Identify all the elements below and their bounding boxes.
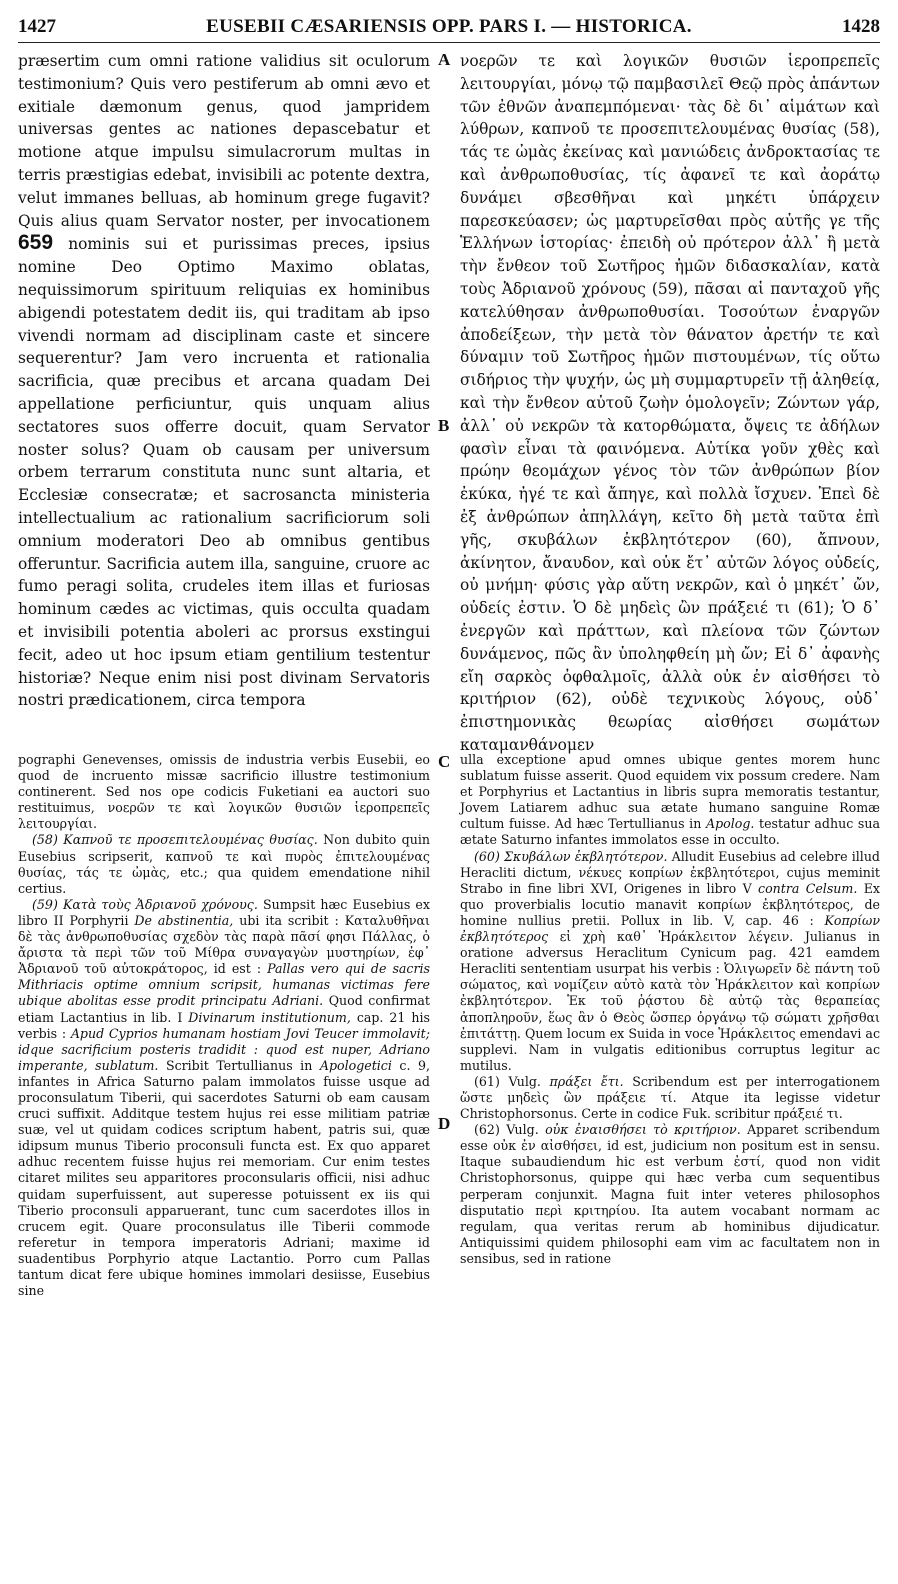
note-61-heading: (61) Vulg. — [474, 1073, 541, 1089]
note-61 — [460, 1074, 880, 1122]
note-59-text-a: Sumpsit hæc Eusebius ex libro II Porphyrii — [18, 896, 430, 928]
margin-letter-c: C — [438, 752, 451, 771]
note-60-text-c: Ex quo proverbialis locutio manavit κοπρίων ἐκβλητότερος, de homine nullius pretii. Pollux in lib. V, cap. 46 : — [460, 880, 880, 928]
note-60-text-e: εἰ χρὴ καθ᾽ Ἡράκλειτον λέγειν. Julianus in oratione adversus Heraclitum Cynicum pag. 421 eamdem Heracliti sententiam usurpat his verbis : Ὀλιγωρεῖν δὲ πάντη τοῦ σώματος, καὶ νομίζειν αὐτὸ κατὰ τὸν Ἡράκλειτον καὶ κοπρίων ἐκβλητότερον. Ἐκ τοῦ ῥᾴστου δὲ αὐτῷ τὰς θεραπείας ἀποπληροῦν, ἕως ἂν ὁ Θεὸς ὥσπερ ὀργάνῳ τῷ σώματι χρῆσθαι ἐπιτάττῃ. Quem locum ex Suida in voce Ἡράκλειτος emendavi ac supplevi. Nam in vulgatis editionibus corruptus legitur ac mutilus. — [460, 929, 880, 1073]
note-59-text-e: Quod confirmat etiam Lactantius in lib. I — [18, 993, 430, 1025]
greek-text-column — [460, 50, 880, 754]
note-59-quote-b: Apud Cyprios humanam hostiam Jovi Teucer immolavit; idque sacrificium posteris tradidit : quod est nuper, Adriano imperante, sublatum. — [18, 1025, 430, 1073]
note-59-title-b: Divinarum institutionum, — [188, 1009, 351, 1025]
note-58-body: Non dubito quin Eusebius scripserit, καπνοῦ τε καὶ πυρὸς ἐπιτελουμένας θυσίας, τάς τε ὠμὰς, etc.; qua quidem emendatione nihil certius. — [18, 832, 430, 896]
note-61-body: Scribendum est per interrogationem ὥστε μηδεὶς ὢν πράξειε τί. Atque ita legisse videtur Christophorsonus. Certe in codice Fuk. scribitur πράξειέ τι. — [460, 1073, 880, 1122]
latin-translation-column — [18, 50, 430, 740]
note-60-text-a: Alludit Eusebius ad celebre illud Heracliti dictum, νέκυες κοπρίων ἐκβλητότεροι, cujus meminit Strabo in fine libri XVI, Origenes in libro V — [460, 848, 880, 896]
note-59-text-g: cap. 21 his verbis : — [18, 1009, 430, 1041]
note-continuation: pographi Genevenses, omissis de industria verbis Eusebii, eo quod de incruento missæ sacrificio illustre testimonium continerent. Sed nos ope codicis Fuketiani ea auctori suo restituimus, νοερῶν τε καὶ λογικῶν θυσιῶν ἱεροπρεπεῖς λειτουργίαι. — [18, 752, 430, 832]
note-60 — [460, 849, 880, 1074]
column-number-marker: 659 — [18, 231, 54, 255]
running-header — [18, 10, 880, 40]
note-59-cont-end: testatur adhuc sua ætate Saturno infantes immolatos esse in occulto. — [460, 816, 880, 848]
running-title: EUSEBII CÆSARIENSIS OPP. PARS I. — HISTORICA. — [206, 16, 692, 37]
note-59-continuation — [460, 752, 880, 849]
note-59-cont-text: ulla exceptione apud omnes ubique gentes morem hunc sublatum fuisse asserit. Quod equidem vix possum credere. Nam et Porphyrius et Lactantius in libris supra memoratis testantur, Jovem Latiarem adhuc sua ætate humano sanguine Romæ cultum fuisse. Ad hæc Tertullianus in — [460, 752, 880, 832]
note-59-cont-title: Apolog. — [705, 816, 755, 832]
note-59-heading: (59) Κατὰ τοὺς Ἀδριανοῦ χρόνους. — [32, 896, 258, 912]
note-59-title-c: Apologetici — [319, 1057, 392, 1073]
note-58-heading: (58) Καπνοῦ τε προσεπιτελουμένας θυσίας. — [32, 832, 318, 848]
note-61-lemma: πράξει ἔτι. — [549, 1073, 624, 1089]
note-58 — [18, 832, 430, 896]
notes-left-column — [18, 752, 430, 1570]
margin-letter-a: A — [438, 50, 451, 69]
note-62-lemma: οὐκ ἐναισθήσει τὸ κριτήριον. — [545, 1122, 741, 1138]
note-60-heading: (60) Σκυβάλων ἐκβλητότερον. — [474, 848, 668, 864]
page — [18, 10, 880, 1570]
note-59-title-a: De abstinentia, — [134, 912, 234, 928]
header-rule — [18, 42, 880, 43]
note-59-text-k: c. 9, infantes in Africa Saturno palam immolatos fuisse usque ad proconsulatum Tiberii, qui sacerdotes Saturni ob eam causam cruci suffixit. Additque testem hujus rei esse militiam patriæ suæ, vel ut quidam codices scriptum habent, patris sui, quæ idipsum munus Tiberio proconsuli functa est. Ex quo apparet adhuc recentem fuisse hujus rei memoriam. Cur enim testes citaret milites seu apparitores proconsularis officii, nisi adhuc quidam superfuissent, aut superesse potuissent ex iis qui Tiberio proconsuli apparuerant, tunc cum sacerdotes illos in crucem egit. Quare proconsulatus ille Tiberii commode referetur in tempora imperatoris Adriani; maxime id suadentibus Porphyrio atque Lactantio. Porro cum Pallas tantum dicat fere ubique homines immolari desiisse, Eusebius sine — [18, 1057, 430, 1299]
page-number-right: 1428 — [842, 16, 880, 37]
greek-text: νοερῶν τε καὶ λογικῶν θυσιῶν ἱεροπρεπεῖς λειτουργίαι, μόνῳ τῷ παμβασιλεῖ Θεῷ πρὸς ἁπάντων τῶν ἐθνῶν ἀναπεμπόμεναι· τὰς δὲ δι᾽ αἱμάτων καὶ λύθρων, καπνοῦ τε προσεπιτελουμένας θυσίας (58), τάς τε ὠμὰς ἐκείνας καὶ μανιώδεις ἀνδροκτασίας τε καὶ ἀνθρωποθυσίας, τίς ἀφανεῖ τε καὶ ἀοράτῳ δυνάμει σβεσθῆναι καὶ μηκέτι ὑπάρχειν παρεσκεύασεν; ὡς μαρτυρεῖσθαι πρὸς αὐτῆς γε τῆς Ἑλλήνων ἱστορίας· ἐπειδὴ οὐ πρότερον ἀλλ᾽ ἢ μετὰ τὴν ἔνθεον τοῦ Σωτῆρος ἡμῶν διδασκαλίαν, κατὰ τοὺς Ἀδριανοῦ χρόνους (59), πᾶσαι αἱ πανταχοῦ γῆς κατελύθησαν ἀνθρωποθυσίαι. Τοσούτων ἐναργῶν ἀποδείξεων, τὴν μετὰ τὸν θάνατον ἀρετήν τε καὶ δύναμιν τοῦ Σωτῆρος ἡμῶν πιστουμένων, τίς οὕτω σιδήριος τὴν ψυχήν, ὡς μὴ συμμαρτυρεῖν τῇ ἀληθείᾳ, καὶ τὴν ἔνθεον αὐτοῦ ζωὴν ὁμολογεῖν; Ζώντων γάρ, ἀλλ᾽ οὐ νεκρῶν τὰ κατορθώματα, ὄψεις τε ἀδήλων φασὶν εἶναι τὰ φαινόμενα. Αὐτίκα γοῦν χθὲς καὶ πρώην θεομάχων γένος τὸν τῶν ἀνθρώπων βίον ἐκύκα, ἠγέ τε καὶ ἄπηγε, καὶ πολλὰ ἴσχυεν. Ἐπεὶ δὲ ἐξ ἀνθρώπων ἀπηλλάγη, κεῖτο δὴ μετὰ ταῦτα ἐπὶ γῆς, σκυβάλων ἐκβλητότερον (60), ἄπνουν, ἀκίνητον, ἄναυδον, καὶ οὐκ ἔτ᾽ αὐτῶν λόγος οὐδείς, οὐ μνήμη· φύσις γὰρ αὕτη νεκρῶν, καὶ ὁ μηκέτ᾽ ὤν, οὐδείς ἐστιν. Ὁ δὲ μηδεὶς ὢν πράξειέ τι (61); Ὁ δ᾽ ἐνεργῶν καὶ πράττων, καὶ πλείονα τῶν ζώντων δυνάμενος, πῶς ἂν ὑποληφθείη μὴ ὤν; Εἰ δ᾽ ἀφανὴς εἴη σαρκὸς ὀφθαλμοῖς, ἀλλὰ οὐκ ἐν αἰσθήσει τὸ κριτήριον (62), οὐδὲ τεχνικοὺς λόγους, οὐδ᾽ ἐπιστημονικὰς θεωρίας αἰσθήσει σωμάτων καταμανθάνομεν — [460, 52, 880, 754]
note-59-text-i: Scribit Tertullianus in — [165, 1057, 313, 1073]
note-62 — [460, 1122, 880, 1267]
note-59-quote-a: Pallas vero qui de sacris Mithriacis optime omnium scripsit, humanas victimas fere ubique abolitas esse prodit principatu Adriani. — [18, 961, 430, 1009]
note-62-body: Apparet scribendum esse οὐκ ἐν αἰσθήσει, id est, judicium non positum est in sensu. Itaque subaudiendum hic est verbum ἐστί, quod non vidit Christophorsonus, quippe qui hæc verba cum sequentibus perperam conjunxit. Magna fuit inter veteres philosophos disputatio περὶ κριτηρίου. Ita autem vocabant normam ac regulam, qua veritas rerum ab hominibus dijudicatur. Antiquissimi quidem philosophi eam vim ac facultatem non in sensibus, sed in ratione — [460, 1122, 880, 1266]
page-number-left: 1427 — [18, 16, 56, 37]
margin-letter-d: D — [438, 1114, 451, 1133]
note-60-quote: Κοπρίων ἐκβλητότερος — [460, 912, 880, 945]
note-59-text-c: ubi ita scribit : Καταλυθῆναι δὲ τὰς ἀνθρωποθυσίας σχεδὸν τὰς παρὰ πᾶσί φησι Πάλλας, ὁ ἄριστα τὰ περὶ τῶν τοῦ Μίθρα συναγαγὼν μυστηρίων, ἐφ᾽ Ἀδριανοῦ τοῦ αὐτοκράτορος, id est : — [18, 912, 430, 977]
latin-text-part1: præsertim cum omni ratione validius sit oculorum testimonium? Quis vero pestiferum ab omni ævo et exitiale dæmonum genus, quod jampridem universas gentes ac nationes depascebatur et motione atque impulsu simulacrorum multas in terris præstigias edebat, invisibili ac potente dextra, velut immanes belluas, ab hominum grege fugavit? Quis alius quam Servator noster, per invocationem — [18, 52, 430, 230]
note-59 — [18, 897, 430, 1299]
note-60-title: contra Celsum. — [758, 880, 858, 896]
notes-right-column — [460, 752, 880, 1570]
latin-text-part2: nominis sui et purissimas preces, ipsius nomine Deo Optimo Maximo oblatas, nequissimorum spirituum reliquias ex hominibus abigendi potestatem dedit iis, qui traditam ab ipso vivendi normam ad disciplinam caste et sincere sequerentur? Jam vero incruenta et rationalia sacrificia, quæ precibus et arcana quadam Dei appellatione perficiuntur, quis unquam alius sectatores suos offerre docuit, quam Servator noster solus? Quam ob causam per universum orbem terrarum constituta nunc sunt altaria, et Ecclesiæ consecratæ; et sacrosancta ministeria intellectualium ac rationalium sacrificiorum soli omnium moderatori Deo ab omnibus gentibus offeruntur. Sacrificia autem illa, sanguine, cruore ac fumo peragi solita, crudeles item illas et furiosas hominum cædes ac victimas, quis occulta quadam et invisibili potentia aboleri ac prorsus exstingui fecit, adeo ut hoc ipsum etiam gentilium testentur historiæ? Neque enim nisi post divinam Servatoris nostri prædicationem, circa tempora — [18, 235, 430, 710]
note-62-heading: (62) Vulg. — [474, 1122, 539, 1138]
margin-letter-b: B — [438, 416, 450, 435]
